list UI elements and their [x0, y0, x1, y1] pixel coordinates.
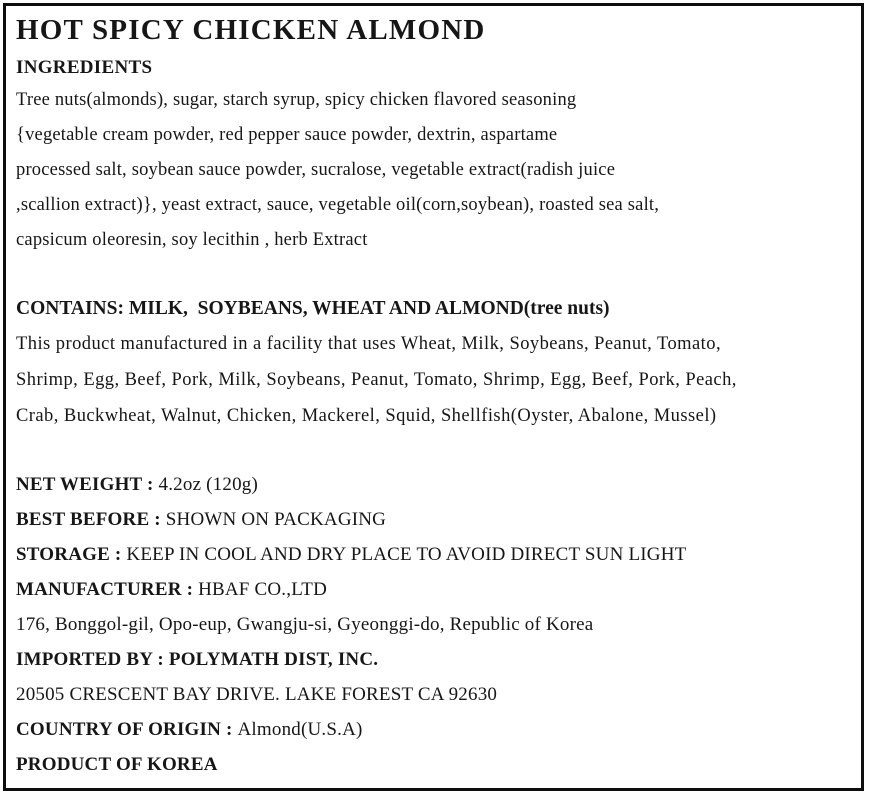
detail-value: SHOWN ON PACKAGING	[165, 509, 387, 530]
detail-row-product-of	[16, 747, 851, 782]
detail-label: IMPORTED BY : POLYMATH DIST, INC.	[16, 649, 379, 670]
detail-value: HBAF CO.,LTD	[198, 579, 327, 600]
product-title: HOT SPICY CHICKEN ALMOND	[16, 14, 486, 46]
ingredients-line: Tree nuts(almonds), sugar, starch syrup, spicy chicken flavored seasoning	[16, 90, 577, 110]
contains-heading: CONTAINS: MILK, SOYBEANS, WHEAT AND ALMOND(tree nuts)	[16, 298, 610, 319]
detail-value: Almond(U.S.A)	[237, 719, 363, 740]
details-block	[16, 467, 851, 782]
detail-row-country-of-origin	[16, 712, 851, 747]
detail-row-imported-by	[16, 642, 851, 677]
detail-row-net-weight	[16, 467, 851, 502]
detail-label: MANUFACTURER :	[16, 579, 199, 600]
ingredients-line: ,scallion extract)}, yeast extract, sauce, vegetable oil(corn,soybean), roasted sea salt,	[16, 195, 660, 215]
detail-value: KEEP IN COOL AND DRY PLACE TO AVOID DIRECT SUN LIGHT	[126, 544, 687, 565]
detail-row-storage	[16, 537, 851, 572]
facility-line: Crab, Buckwheat, Walnut, Chicken, Mackerel, Squid, Shellfish(Oyster, Abalone, Mussel)	[16, 406, 717, 426]
detail-row-manufacturer-address	[16, 607, 851, 642]
detail-value: 20505 CRESCENT BAY DRIVE. LAKE FOREST CA 92630	[16, 684, 498, 705]
ingredients-heading: INGREDIENTS	[16, 57, 153, 78]
detail-value: 176, Bonggol-gil, Opo-eup, Gwangju-si, Gyeonggi-do, Republic of Korea	[16, 614, 594, 635]
detail-label: STORAGE :	[16, 544, 127, 565]
detail-row-importer-address	[16, 677, 851, 712]
facility-paragraph	[16, 326, 851, 434]
detail-value: 4.2oz (120g)	[158, 474, 259, 495]
ingredients-paragraph	[16, 83, 851, 258]
detail-label: NET WEIGHT :	[16, 474, 159, 495]
facility-line: This product manufactured in a facility that uses Wheat, Milk, Soybeans, Peanut, Tomato,	[16, 334, 722, 354]
detail-label: COUNTRY OF ORIGIN :	[16, 719, 238, 740]
product-label	[3, 3, 864, 791]
ingredients-line: capsicum oleoresin, soy lecithin , herb Extract	[16, 230, 368, 250]
facility-line: Shrimp, Egg, Beef, Pork, Milk, Soybeans, Peanut, Tomato, Shrimp, Egg, Beef, Pork, Peach,	[16, 370, 737, 390]
detail-label: BEST BEFORE :	[16, 509, 166, 530]
ingredients-line: processed salt, soybean sauce powder, sucralose, vegetable extract(radish juice	[16, 160, 616, 180]
detail-label: PRODUCT OF KOREA	[16, 754, 218, 775]
detail-row-best-before	[16, 502, 851, 537]
detail-row-manufacturer	[16, 572, 851, 607]
ingredients-line: {vegetable cream powder, red pepper sauce powder, dextrin, aspartame	[16, 125, 558, 145]
